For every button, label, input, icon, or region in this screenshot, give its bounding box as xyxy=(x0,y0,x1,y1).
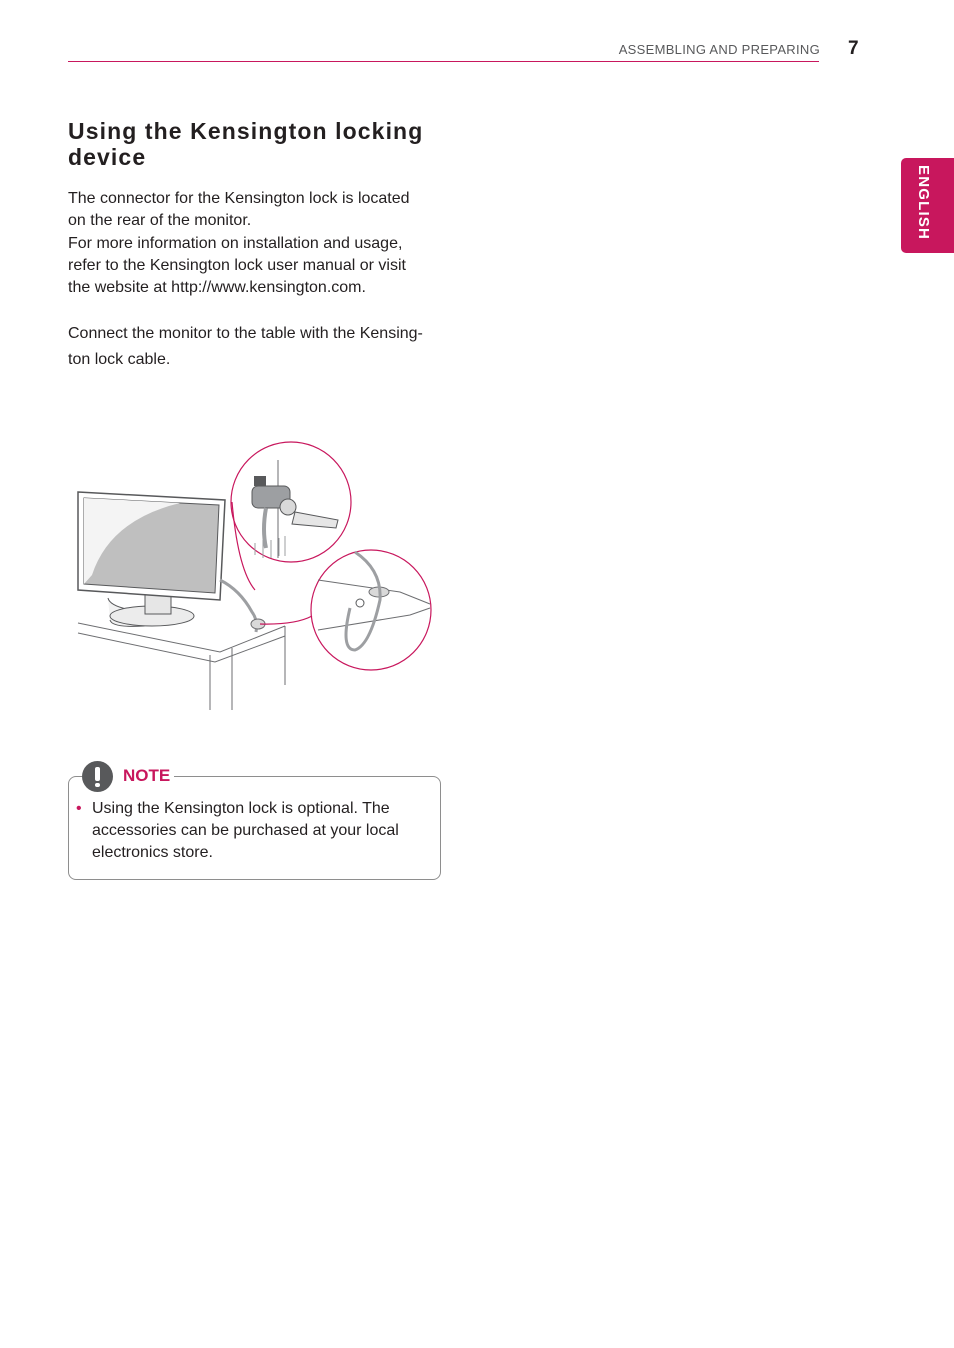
intro-paragraph: The connector for the Kensington lock is located on the rear of the monitor. For more information on installation and usage, refer to the Kensington lock user manual or visit the website at http://www.kensington.com. xyxy=(68,190,410,297)
page-number: 7 xyxy=(848,38,859,59)
note-label: NOTE xyxy=(123,766,171,785)
language-tab-label: ENGLISH xyxy=(915,165,932,241)
exclamation-icon xyxy=(82,761,113,792)
kensington-lock-illustration xyxy=(70,440,440,715)
note-item: Using the Kensington lock is optional. The accessories can be purchased at your local electronics store. xyxy=(92,800,399,861)
note-header xyxy=(82,760,174,792)
table-drawing xyxy=(78,623,285,710)
table-detail-callout xyxy=(260,550,431,670)
header-rule xyxy=(68,61,819,62)
note-bullet: • xyxy=(76,800,82,817)
instruction-paragraph: Connect the monitor to the table with the Kensing- ton lock cable. xyxy=(68,325,423,368)
section-title: Using the Kensington locking device xyxy=(68,118,424,170)
header-section-title: ASSEMBLING AND PREPARING xyxy=(618,42,820,57)
language-tab xyxy=(901,158,954,253)
